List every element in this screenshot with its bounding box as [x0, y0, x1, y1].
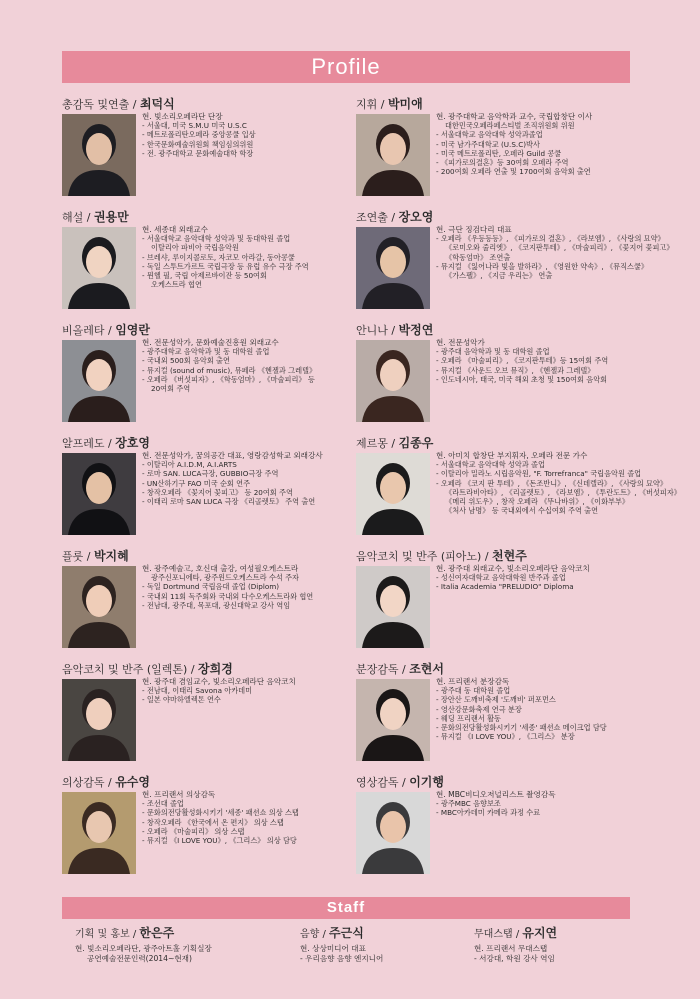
profile-photo	[62, 679, 136, 761]
profile-detail-line: - 전남대, 이태리 Savona 아카데미	[142, 686, 253, 696]
profile-card	[356, 96, 656, 204]
staff-heading	[300, 925, 383, 941]
profile-detail-line: - 200여회 오페라 연출 및 1700여회 음악회 출연	[436, 167, 591, 177]
profile-photo	[62, 792, 136, 874]
profile-heading	[62, 661, 362, 677]
profile-detail-line: - 서울대학교 음악대학 성악과 졸업	[436, 460, 545, 470]
profile-detail-line: - 서울대, 미국 S.M.U 미국 U.S.C	[142, 121, 247, 131]
profile-role: 플룻 /	[62, 550, 94, 563]
profile-role: 의상감독 /	[62, 776, 116, 789]
profile-title: 현. 극단 징검다리 대표	[436, 225, 512, 234]
profile-title: 현. MBC비디오저널리스트 촬영감독	[436, 790, 556, 799]
profile-description	[436, 677, 668, 741]
profile-detail-line: - Italia Academia "PRELUDIO" Diploma	[436, 582, 574, 592]
profile-heading	[62, 774, 362, 790]
profile-detail-line: - 창작오페라 《꽃지어 꽃피고》 등 20여회 주역	[142, 487, 293, 497]
profile-detail-line: - 성신여자대학교 음악대학원 반주과 졸업	[436, 573, 566, 583]
profile-heading	[356, 661, 656, 677]
profile-card	[62, 96, 362, 204]
profile-detail-line: - 뮤지컬 《사운드 오브 뮤직》, 《헨젤과 그레텔》	[436, 365, 595, 375]
profile-card	[356, 548, 656, 656]
profile-detail-line: - 영산강문화축제 연극 분장	[436, 704, 522, 714]
staff-detail-line: - 우리음향 음향 엔지니어	[300, 954, 384, 963]
profile-card	[356, 435, 681, 543]
profile-detail-line: - 뮤지컬 《I LOVE YOU》, 《그리스》 분장	[436, 732, 575, 742]
profile-name: 유수영	[115, 775, 150, 789]
profile-description	[436, 112, 668, 176]
profile-role: 안니나 /	[356, 324, 399, 337]
profile-name: 최덕식	[139, 97, 175, 111]
profile-title: 현. 광주대 겸임교수, 빛소리오페라단 음악코치	[142, 677, 296, 686]
profile-detail-line: - 뮤지컬 《잃어나라 빛을 발하라》, 《영원한 약속》, 《뮤직스쿨》	[436, 261, 649, 271]
staff-detail-line: 공연예술전문인력(2014~현재)	[87, 954, 192, 963]
profile-photo	[356, 340, 430, 422]
profile-detail-line: - 오페라 《마술피리》 의상 스탭	[142, 826, 245, 836]
profile-heading	[356, 322, 656, 338]
profile-detail-line: - 전남대, 광주대, 목포대, 광신대학교 강사 역임	[142, 600, 291, 610]
profile-name: 이기행	[409, 775, 444, 789]
profile-detail-line: 《학동엄마》 조연출	[445, 252, 511, 262]
profile-title: 현. 전문성악가, 문화예술진흥원 외래교수	[142, 338, 279, 347]
profile-detail-line: - MBC아카데미 카메라 과정 수료	[436, 808, 541, 818]
profile-title: 현. 아미치 합창단 부지휘자, 오페라 전문 가수	[436, 451, 588, 460]
profile-photo	[356, 792, 430, 874]
profile-photo	[62, 227, 136, 309]
profile-description	[142, 564, 374, 610]
staff-entry	[300, 925, 383, 964]
profile-description	[142, 451, 374, 506]
profile-name: 박지혜	[93, 549, 129, 563]
profile-title: 현. 광주대 외래교수, 빛소리오페라단 음악코치	[436, 564, 590, 573]
profile-heading	[356, 548, 656, 564]
profile-card	[356, 322, 656, 430]
profile-description	[142, 338, 374, 393]
profile-card	[62, 435, 362, 543]
profile-detail-line: - 오페라 《버섯피자》, 《학동엄마》, 《마술피리》 등	[142, 374, 315, 384]
profile-heading	[356, 96, 656, 112]
profile-description	[142, 112, 374, 158]
profile-card	[62, 774, 362, 882]
profile-detail-line: 《라트라비아타》, 《리골렛토》, 《라보엠》, 《투란도트》, 《버섯피자》	[445, 487, 681, 497]
staff-detail-line: 현. 상상미디어 대표	[300, 944, 366, 953]
staff-heading	[474, 925, 557, 941]
profile-heading	[62, 96, 362, 112]
profile-detail-line: - 뮤지컬 (sound of music), 뮤페라 《헨젤과 그레텔》	[142, 365, 317, 375]
profile-name: 권용만	[93, 210, 129, 224]
profile-detail-line: - 이탈리아 밀라노 시립음악원, "F. Torrefranca" 국립음악원 졸업	[436, 469, 642, 479]
profile-detail-line: - 일본 야마하엘렉톤 연수	[142, 695, 221, 705]
profile-title: 현. 전문성악가, 꿈의공간 대표, 영랑감성학교 외래강사	[142, 451, 323, 460]
profile-title: 현. 프리랜서 의상감독	[142, 790, 216, 799]
profile-detail-line: - 서울대학교 음악대학 성악과 및 동대학원 졸업	[142, 234, 291, 244]
profile-detail-line: 《로미오와 줄리엣》, 《코지판투테》, 《마술피리》, 《꽃지어 꽃피고》	[445, 243, 674, 253]
profile-detail-line: - 장안산 도깨비축제 '도깨비' 퍼포먼스	[436, 695, 556, 705]
profile-detail-line: 《가스펠》, 《지금 우리는》 연출	[445, 271, 553, 281]
profile-detail-line: - 뮌헬 필, 국립 아제르바이잔 등 50여회	[142, 271, 267, 281]
profile-photo	[62, 566, 136, 648]
profile-detail-line: - 오페라 《마술피리》, 《코지판투테》등 15여회 주역	[436, 356, 609, 366]
profile-photo	[62, 453, 136, 535]
profile-heading	[356, 209, 656, 225]
profile-heading	[62, 322, 362, 338]
profile-detail-line: - UN산하기구 FAO 미국 순회 연주	[142, 478, 251, 488]
profile-detail-line: - 웨딩 프리랜서 활동	[436, 713, 501, 723]
profile-detail-line: - 국내외 500회 음악회 출연	[142, 356, 230, 366]
profile-description	[142, 790, 374, 845]
profile-detail-line: - 독일 스투트가르트 국립극장 등 유럽 유수 극장 주역	[142, 261, 309, 271]
profile-title: 현. 전문성악가	[436, 338, 485, 347]
profile-detail-line: 《처사 남명》 등 국내외에서 수십여회 주역 출연	[445, 506, 599, 516]
profile-photo	[356, 114, 430, 196]
profile-detail-line: - 오페라 《코지 판 투테》, 《돈조반니》, 《신데렐라》, 《사랑의 묘약》	[436, 478, 668, 488]
profile-detail-line: 《메리 위도우》, 창작 오페라 《뚜나바위》, 《이화부부》	[445, 497, 630, 507]
profile-description	[436, 225, 674, 281]
staff-name: 주근식	[329, 926, 364, 940]
staff-entry	[474, 925, 557, 964]
staff-detail-line: - 서강대, 학원 강사 역임	[474, 954, 555, 963]
profile-card	[62, 661, 362, 769]
staff-detail-line: 현. 빛소리오페라단, 광주아트홀 기획실장	[75, 944, 212, 953]
profile-detail-line: - 《피가로의결혼》등 30여회 오페라 주역	[436, 158, 569, 168]
profile-detail-line: - 조선대 졸업	[142, 799, 184, 809]
profile-detail-line: - 서울대학교 음악대학 성악과졸업	[436, 130, 543, 140]
profile-photo	[356, 679, 430, 761]
profile-role: 알프레도 /	[62, 437, 116, 450]
profile-role: 총감독 및연출 /	[62, 98, 140, 111]
staff-role: 무대스탭 /	[474, 929, 523, 940]
staff-name: 유지연	[522, 926, 558, 940]
profile-detail-line: - 독일 Dortmund 국립음대 졸업 (Diplom)	[142, 582, 280, 592]
profile-banner: Profile	[62, 51, 630, 83]
profile-photo	[356, 453, 430, 535]
profile-name: 장호영	[115, 436, 150, 450]
profile-detail-line: 이탈리아 파비아 국립음악원	[151, 243, 239, 253]
profile-card	[62, 209, 362, 317]
profile-role: 영상감독 /	[356, 776, 410, 789]
profile-photo	[356, 566, 430, 648]
staff-banner: Staff	[62, 897, 630, 919]
profile-name: 조현서	[409, 662, 444, 676]
profile-name: 박정연	[398, 323, 434, 337]
profile-description	[436, 338, 668, 384]
profile-detail-line: - 미국 메트로폴리탄, 오페라 Guild 콩쿨	[436, 148, 562, 158]
profile-name: 장희경	[198, 662, 233, 676]
profile-detail-line: - 이태리 로마 SAN LUCA 극장 《리골렛토》 주역 출연	[142, 497, 316, 507]
profile-heading	[62, 209, 362, 225]
profile-role: 음악코치 및 반주 (피아노) /	[356, 550, 493, 563]
profile-title: 현. 세종대 외래교수	[142, 225, 208, 234]
profile-heading	[356, 435, 656, 451]
profile-detail-line: 20여회 주역	[151, 384, 191, 394]
profile-detail-line: - 광주대 동 대학원 졸업	[436, 686, 511, 696]
profile-detail-line: - 이탈리아 A.I.D.M, A.I.ARTS	[142, 460, 237, 470]
staff-name: 한은주	[139, 926, 175, 940]
profile-title: 현. 빛소리오페라단 단장	[142, 112, 223, 121]
profile-detail-line: - 창작오페라 《한국에서 온 편지》 의상 스탭	[142, 817, 284, 827]
profile-description	[436, 790, 668, 818]
profile-title: 현. 광주예술고, 호신대 출강, 여성필오케스트라	[142, 564, 299, 573]
profile-description	[436, 451, 681, 516]
profile-detail-line: - 광주MBC 음향보조	[436, 799, 501, 809]
profile-detail-line: - 인도네시아, 태국, 미국 해외 초청 및 150여회 음악회	[436, 374, 608, 384]
profile-role: 비올레타 /	[62, 324, 116, 337]
profile-card	[62, 548, 362, 656]
profile-detail-line: - 오페라 《우등등등》, 《피가로의 결혼》, 《라보엠》, 《사랑의 묘약》	[436, 234, 665, 244]
profile-detail-line: - 국내외 11회 독주회와 국내외 다수오케스트라와 협연	[142, 591, 314, 601]
profile-detail-line: - 미국 남가주대학교 (U.S.C)박사	[436, 139, 540, 149]
profile-heading	[356, 774, 656, 790]
profile-heading	[62, 548, 362, 564]
profile-photo	[62, 114, 136, 196]
profile-card	[356, 661, 656, 769]
profile-name: 김종우	[398, 436, 434, 450]
profile-detail-line: - 전. 광주대학교 문화예술대학 학장	[142, 148, 254, 158]
profile-role: 지휘 /	[356, 98, 388, 111]
profile-heading	[62, 435, 362, 451]
profile-card	[62, 322, 362, 430]
profile-detail-line: - 뮤지컬 《I LOVE YOU》, 《그리스》 의상 담당	[142, 836, 297, 846]
staff-heading	[75, 925, 212, 941]
profile-detail-line: - 한국문화예술위원회 책임심의위원	[142, 139, 254, 149]
profile-role: 해설 /	[62, 211, 94, 224]
profile-role: 음악코치 및 반주 (일렉톤) /	[62, 663, 199, 676]
profile-detail-line: - 문화의전당활성화시키기 '세종' 패션쇼 의상 스탭	[142, 808, 299, 818]
profile-detail-line: - 메트로폴리탄오페라 중앙콩쿨 입상	[142, 130, 256, 140]
profile-name: 임영란	[115, 323, 150, 337]
profile-title: 현. 광주대학교 음악학과 교수, 국립합창단 이사	[436, 112, 593, 121]
profile-role: 제르몽 /	[356, 437, 399, 450]
profile-description	[436, 564, 668, 592]
profile-description	[142, 225, 374, 289]
profile-photo	[356, 227, 430, 309]
profile-name: 박미애	[387, 97, 423, 111]
profile-description	[142, 677, 374, 705]
profile-detail-line: - 브레샤, 루이지콜로토, 자코모 아라갈, 동아콩쿨	[142, 252, 295, 262]
profile-card	[356, 774, 656, 882]
staff-role: 기획 및 홍보 /	[75, 929, 140, 940]
profile-detail-line: - 문화의전당활성화시키기 '세종' 패션쇼 메이크업 담당	[436, 723, 607, 733]
profile-card	[356, 209, 674, 317]
profile-detail-line: 대한민국오페라페스티벌 조직위원회 위원	[445, 121, 575, 131]
profile-detail-line: - 광주대학교 음악학과 및 동 대학원 졸업	[142, 347, 270, 357]
profile-name: 천현주	[492, 549, 527, 563]
profile-detail-line: - 로마 SAN. LUCA극장, GUBBIO극장 주역	[142, 469, 279, 479]
staff-detail-line: 현. 프리랜서 무대스탭	[474, 944, 548, 953]
profile-role: 분장감독 /	[356, 663, 410, 676]
profile-title: 현. 프리랜서 분장감독	[436, 677, 510, 686]
profile-name: 장오영	[398, 210, 434, 224]
profile-detail-line: 광주신포니에타, 광주윈드오케스트라 수석 주자	[151, 573, 300, 583]
profile-photo	[62, 340, 136, 422]
profile-detail-line: - 광주대 음악학과 및 동 대학원 졸업	[436, 347, 550, 357]
staff-entry	[75, 925, 212, 964]
profile-detail-line: 오케스트라 협연	[151, 280, 202, 290]
profile-role: 조연출 /	[356, 211, 399, 224]
staff-role: 음향 /	[300, 929, 330, 940]
